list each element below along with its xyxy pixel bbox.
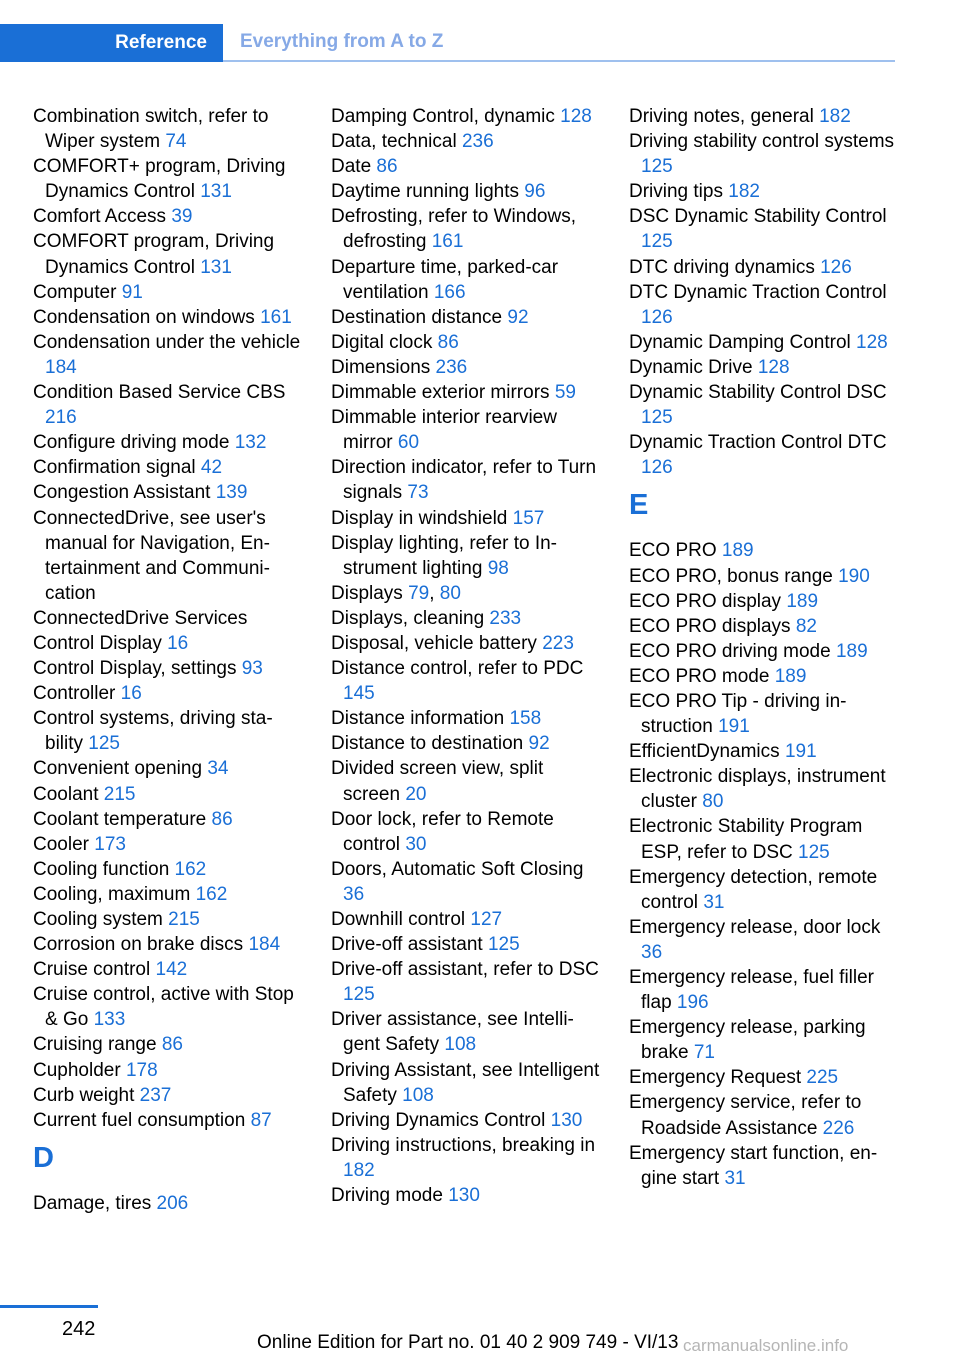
entry-term: Control Display, settings bbox=[33, 658, 242, 680]
entry-term: Cooling function bbox=[33, 858, 175, 880]
index-entry bbox=[33, 1191, 303, 1216]
entry-term: Dynamic Traction Control DTC bbox=[629, 432, 887, 454]
entry-term: ECO PRO Tip - driving instruction bbox=[629, 690, 847, 738]
page-link[interactable]: 225 bbox=[806, 1067, 839, 1089]
entry-term: Comfort Access bbox=[33, 206, 172, 228]
page-link[interactable]: 182 bbox=[819, 106, 851, 127]
entry-term: Drive-off assistant, refer to DSC bbox=[331, 959, 599, 981]
entry-term: Emergency start function, engine start bbox=[629, 1142, 878, 1189]
index-entry bbox=[33, 380, 303, 430]
index-entry bbox=[629, 538, 899, 563]
index-entry bbox=[33, 1032, 303, 1057]
index-entry bbox=[33, 907, 303, 932]
index-entry bbox=[331, 1133, 601, 1183]
page-link[interactable]: 36 bbox=[641, 941, 663, 963]
entry-term: Dynamic Drive bbox=[629, 356, 758, 378]
page-link[interactable]: 133 bbox=[93, 1009, 126, 1031]
page-link[interactable]: 125 bbox=[798, 841, 830, 863]
index-entry bbox=[629, 179, 899, 204]
index-entry bbox=[33, 982, 303, 1032]
index-entry bbox=[33, 606, 303, 631]
index-entry bbox=[33, 706, 303, 756]
page-link[interactable]: 30 bbox=[405, 833, 427, 855]
index-entry bbox=[629, 355, 899, 380]
entry-term: Congestion Assistant bbox=[33, 482, 216, 504]
index-entry bbox=[331, 179, 601, 204]
index-entry bbox=[629, 865, 899, 915]
page-link[interactable]: 223 bbox=[542, 632, 574, 654]
index-entry bbox=[331, 405, 601, 455]
page-link[interactable]: 31 bbox=[703, 891, 725, 913]
page-link[interactable]: 128 bbox=[757, 356, 790, 378]
index-entry bbox=[629, 1090, 899, 1140]
page-link[interactable]: 93 bbox=[241, 658, 263, 680]
page-link[interactable]: 86 bbox=[161, 1034, 183, 1056]
page-link[interactable]: 191 bbox=[784, 741, 817, 763]
page-link[interactable]: 92 bbox=[507, 306, 529, 328]
entry-term: Dynamic Damping Control bbox=[629, 331, 857, 353]
page-link[interactable]: 161 bbox=[260, 306, 292, 328]
page-link[interactable]: 98 bbox=[487, 557, 509, 579]
entry-term: Confirmation signal bbox=[33, 457, 201, 479]
page-link[interactable]: 132 bbox=[234, 432, 267, 454]
page-link[interactable]: 206 bbox=[156, 1192, 189, 1214]
page-link[interactable]: 87 bbox=[250, 1109, 272, 1131]
page-link[interactable]: 189 bbox=[835, 640, 868, 662]
entry-term: Driving notes, general bbox=[629, 106, 820, 127]
page-link[interactable]: 108 bbox=[444, 1034, 477, 1056]
page-link[interactable]: 233 bbox=[489, 607, 522, 629]
entry-term: ConnectedDrive Services bbox=[33, 607, 248, 629]
index-entry bbox=[331, 706, 601, 731]
index-column-1 bbox=[33, 104, 303, 1216]
index-entry bbox=[33, 882, 303, 907]
page-link[interactable]: 39 bbox=[171, 206, 193, 228]
index-entry bbox=[33, 1083, 303, 1108]
page-link[interactable]: 191 bbox=[718, 716, 750, 738]
entry-term: ConnectedDrive, see user's manual for Navigation, Entertainment and Communication bbox=[33, 507, 270, 604]
index-entry bbox=[629, 1065, 899, 1090]
entry-term: Damping Control, dynamic bbox=[331, 106, 561, 127]
page-link[interactable]: 189 bbox=[786, 590, 819, 612]
entry-term: Condition Based Service CBS bbox=[33, 382, 286, 404]
entry-term: ECO PRO bbox=[629, 540, 722, 562]
entry-term: Display in windshield bbox=[331, 507, 513, 529]
index-entry bbox=[629, 129, 899, 179]
entry-term: Configure driving mode bbox=[33, 432, 235, 454]
page-link[interactable]: 216 bbox=[45, 407, 77, 429]
page-link[interactable]: 96 bbox=[524, 181, 546, 203]
page-link[interactable]: 236 bbox=[435, 356, 468, 378]
index-entry bbox=[331, 957, 601, 1007]
index-column-3 bbox=[629, 104, 899, 1191]
index-entry bbox=[629, 965, 899, 1015]
page-link[interactable]: 31 bbox=[724, 1167, 746, 1189]
entry-term: Condensation on windows bbox=[33, 306, 261, 328]
index-entry bbox=[331, 1058, 601, 1108]
entry-term: Current fuel consumption bbox=[33, 1109, 251, 1131]
page-link[interactable]: 184 bbox=[45, 356, 77, 378]
index-entry bbox=[331, 506, 601, 531]
entry-term: Door lock, refer to Remote control bbox=[331, 808, 554, 855]
page-link[interactable]: 162 bbox=[174, 858, 207, 880]
index-entry bbox=[331, 756, 601, 806]
index-entry bbox=[33, 455, 303, 480]
page-link[interactable]: 142 bbox=[155, 959, 188, 981]
page-link[interactable]: 86 bbox=[211, 808, 233, 830]
page-link[interactable]: 59 bbox=[554, 382, 576, 404]
page-link[interactable]: 125 bbox=[641, 231, 673, 253]
index-entry bbox=[629, 1141, 899, 1191]
page-link[interactable]: 128 bbox=[560, 106, 592, 127]
entry-term: Downhill control bbox=[331, 909, 471, 930]
section-letter: D bbox=[33, 1141, 54, 1174]
index-entry bbox=[33, 932, 303, 957]
entry-term: Driving instructions, breaking in bbox=[331, 1134, 596, 1156]
index-entry bbox=[629, 739, 899, 764]
index-entry bbox=[629, 564, 899, 589]
index-entry bbox=[33, 280, 303, 305]
index-entry bbox=[331, 129, 601, 154]
index-entry bbox=[331, 1007, 601, 1057]
edition-footer: Online Edition for Part no. 01 40 2 909 749 - VI/13 bbox=[257, 1332, 679, 1353]
page-link[interactable]: 182 bbox=[728, 181, 760, 203]
index-entry bbox=[331, 255, 601, 305]
index-entry bbox=[331, 656, 601, 706]
page-link[interactable]: 173 bbox=[94, 833, 126, 855]
index-entry bbox=[33, 631, 303, 656]
index-entry bbox=[629, 814, 899, 864]
watermark: carmanualsonline.info bbox=[683, 1336, 849, 1355]
page-link[interactable]: 126 bbox=[641, 306, 673, 328]
entry-term: DTC Dynamic Traction Control bbox=[629, 281, 887, 303]
entry-term: Departure time, parked-car ventilation bbox=[331, 256, 559, 303]
index-entry bbox=[33, 330, 303, 380]
entry-term: Computer bbox=[33, 281, 122, 303]
entry-term: ECO PRO mode bbox=[629, 665, 775, 687]
entry-term: Control Display bbox=[33, 632, 168, 654]
page-link[interactable]: 236 bbox=[461, 131, 494, 153]
index-entry bbox=[33, 681, 303, 706]
entry-term: Cruise control bbox=[33, 959, 156, 981]
page-link[interactable]: 161 bbox=[431, 231, 464, 253]
index-entry bbox=[33, 1108, 303, 1133]
page-link[interactable]: 130 bbox=[550, 1109, 583, 1131]
page-link[interactable]: 189 bbox=[774, 665, 807, 687]
index-entry bbox=[33, 807, 303, 832]
index-entry bbox=[331, 380, 601, 405]
entry-term: Corrosion on brake discs bbox=[33, 934, 249, 956]
index-entry bbox=[629, 330, 899, 355]
entry-term: Driving Assistant, see Intelligent Safety bbox=[331, 1059, 600, 1106]
entry-term: Electronic Stability Program ESP, refer to DSC bbox=[629, 816, 863, 863]
page-link[interactable]: 108 bbox=[402, 1084, 434, 1106]
page-link[interactable]: 71 bbox=[693, 1042, 715, 1064]
index-entry bbox=[629, 915, 899, 965]
index-entry bbox=[629, 689, 899, 739]
index-entry bbox=[331, 807, 601, 857]
page-link[interactable]: 184 bbox=[248, 934, 281, 956]
page-link[interactable]: 178 bbox=[125, 1059, 158, 1081]
index-entry bbox=[33, 204, 303, 229]
page-link[interactable]: 182 bbox=[343, 1159, 375, 1181]
entry-term: Distance information bbox=[331, 708, 510, 730]
entry-term: Drive-off assistant bbox=[331, 934, 488, 956]
index-entry bbox=[629, 204, 899, 254]
entry-term: Cupholder bbox=[33, 1059, 126, 1081]
page-link[interactable]: 237 bbox=[139, 1084, 172, 1106]
index-entry bbox=[331, 857, 601, 907]
entry-term: Cooling, maximum bbox=[33, 883, 196, 905]
entry-term: ECO PRO display bbox=[629, 590, 787, 612]
entry-term: Distance control, refer to PDC bbox=[331, 658, 584, 680]
entry-term: Distance to destination bbox=[331, 733, 529, 755]
index-column-2 bbox=[331, 104, 601, 1208]
page-link[interactable]: 42 bbox=[200, 457, 223, 479]
entry-term: Defrosting, refer to Windows, defrosting bbox=[331, 206, 576, 253]
page-link[interactable]: 139 bbox=[215, 482, 248, 504]
page-link[interactable]: 80 bbox=[702, 791, 724, 813]
index-entry bbox=[33, 857, 303, 882]
entry-term: DTC driving dynamics bbox=[629, 256, 821, 278]
header-divider bbox=[223, 60, 895, 62]
entry-term: Emergency service, refer to Roadside Assistance bbox=[629, 1092, 862, 1139]
index-entry bbox=[629, 380, 899, 430]
index-entry bbox=[629, 430, 899, 480]
page-link[interactable]: 86 bbox=[437, 331, 459, 353]
entry-term: Combination switch, refer to Wiper system bbox=[33, 106, 269, 153]
index-entry bbox=[33, 506, 303, 606]
entry-term: ECO PRO, bonus range bbox=[629, 565, 839, 587]
page-link[interactable]: 80 bbox=[439, 582, 461, 604]
index-entry bbox=[629, 255, 899, 280]
entry-term: Electronic displays, instrument cluster bbox=[629, 766, 886, 813]
entry-term: Displays, cleaning bbox=[331, 607, 490, 629]
page-link[interactable]: 125 bbox=[641, 407, 673, 429]
page-link[interactable]: 60 bbox=[397, 432, 420, 454]
entry-term: Cooling system bbox=[33, 909, 169, 930]
entry-term: Driving stability control systems bbox=[629, 131, 895, 153]
entry-term: Daytime running lights bbox=[331, 181, 525, 203]
index-entry bbox=[331, 907, 601, 932]
entry-term: Destination distance bbox=[331, 306, 508, 328]
index-entry bbox=[33, 1058, 303, 1083]
page-link[interactable]: 74 bbox=[165, 131, 187, 153]
page-link[interactable]: 145 bbox=[343, 683, 375, 705]
entry-term: Direction indicator, refer to Turn signals bbox=[331, 457, 597, 504]
index-entry bbox=[33, 957, 303, 982]
page-link[interactable]: 157 bbox=[512, 507, 545, 529]
index-entry: Displays 79, 80 bbox=[331, 582, 461, 604]
index-entry bbox=[331, 606, 601, 631]
entry-term: Doors, Automatic Soft Closing bbox=[331, 858, 584, 880]
entry-term: Driver assistance, see Intelligent Safety bbox=[331, 1009, 574, 1056]
page-link[interactable]: 131 bbox=[200, 181, 232, 203]
entry-term: Emergency release, door lock bbox=[629, 916, 881, 938]
entry-term: Controller bbox=[33, 683, 121, 705]
entry-term: ECO PRO driving mode bbox=[629, 640, 836, 662]
page-link[interactable]: 226 bbox=[822, 1117, 855, 1139]
page-link[interactable]: 34 bbox=[207, 758, 229, 780]
entry-term: Condensation under the vehicle bbox=[33, 331, 301, 353]
index-entry bbox=[629, 280, 899, 330]
entry-term: Displays bbox=[331, 582, 409, 604]
entry-term: Coolant bbox=[33, 783, 104, 805]
index-entry bbox=[331, 1183, 601, 1208]
page-link[interactable]: 128 bbox=[856, 331, 888, 353]
page-link[interactable]: 189 bbox=[721, 540, 754, 562]
entry-term: Emergency release, fuel filler flap bbox=[629, 967, 874, 1014]
index-entry bbox=[629, 764, 899, 814]
page-link[interactable]: 158 bbox=[509, 708, 542, 730]
index-entry bbox=[629, 664, 899, 689]
index-entry bbox=[331, 455, 601, 505]
index-entry bbox=[33, 480, 303, 505]
index-entry bbox=[331, 330, 601, 355]
entry-term: ECO PRO displays bbox=[629, 615, 796, 637]
entry-term: Divided screen view, split screen bbox=[331, 758, 544, 805]
footer-accent-line bbox=[0, 1305, 98, 1308]
page-link[interactable]: 125 bbox=[487, 934, 520, 956]
index-entry bbox=[331, 731, 601, 756]
page-link[interactable]: 79 bbox=[408, 582, 430, 604]
entry-term: Driving mode bbox=[331, 1185, 449, 1207]
page-link[interactable]: 82 bbox=[795, 615, 817, 637]
header-bar bbox=[0, 24, 895, 62]
index-entry bbox=[33, 104, 303, 154]
entry-term: Curb weight bbox=[33, 1084, 140, 1106]
page-link[interactable]: 91 bbox=[121, 281, 143, 303]
index-entry bbox=[629, 1015, 899, 1065]
page-link[interactable]: 190 bbox=[838, 565, 870, 587]
index-entry bbox=[33, 305, 303, 330]
page-link[interactable]: 162 bbox=[195, 883, 228, 905]
entry-term: Disposal, vehicle battery bbox=[331, 632, 543, 654]
entry-term: Convenient opening bbox=[33, 758, 208, 780]
entry-term: COMFORT program, Driving Dynamics Control bbox=[33, 231, 275, 278]
entry-term: DSC Dynamic Stability Control bbox=[629, 206, 887, 228]
index-entry bbox=[629, 614, 899, 639]
page-link[interactable]: 86 bbox=[376, 156, 398, 178]
index-entry bbox=[629, 589, 899, 614]
index-entry bbox=[331, 204, 601, 254]
index-entry bbox=[629, 639, 899, 664]
page-link[interactable]: 126 bbox=[820, 256, 852, 278]
entry-term: Cruising range bbox=[33, 1034, 162, 1056]
index-entry bbox=[331, 154, 601, 179]
index-entry bbox=[331, 932, 601, 957]
page-link[interactable]: 127 bbox=[470, 909, 503, 930]
entry-term: EfficientDynamics bbox=[629, 741, 785, 763]
index-entry bbox=[331, 631, 601, 656]
page-link[interactable]: 215 bbox=[103, 783, 136, 805]
entry-term: Damage, tires bbox=[33, 1192, 157, 1214]
page-link[interactable]: 125 bbox=[343, 984, 375, 1006]
entry-term: Dimmable exterior mirrors bbox=[331, 382, 555, 404]
index-entry bbox=[629, 104, 899, 129]
page-link[interactable]: 130 bbox=[448, 1185, 480, 1207]
index-entry bbox=[33, 229, 303, 279]
entry-term: Dimmable interior rearview mirror bbox=[331, 407, 557, 454]
section-letter: E bbox=[629, 489, 649, 522]
page-link[interactable]: 16 bbox=[167, 632, 189, 654]
entry-term: COMFORT+ program, Driving Dynamics Control bbox=[33, 156, 286, 203]
entry-term: Coolant temperature bbox=[33, 808, 212, 830]
page-link[interactable]: 73 bbox=[407, 482, 429, 504]
index-entry bbox=[331, 1108, 601, 1133]
entry-term: Driving Dynamics Control bbox=[331, 1109, 551, 1131]
entry-term: Data, technical bbox=[331, 131, 462, 153]
page-link[interactable]: 20 bbox=[405, 783, 427, 805]
entry-term: Date bbox=[331, 156, 377, 178]
tab-everything-a-to-z[interactable]: Everything from A to Z bbox=[240, 31, 444, 52]
index-entry bbox=[331, 305, 601, 330]
index-entry bbox=[331, 104, 601, 129]
entry-term: Emergency Request bbox=[629, 1067, 807, 1089]
index-entry bbox=[331, 531, 601, 581]
page-link[interactable]: 92 bbox=[528, 733, 550, 755]
index-entry bbox=[331, 355, 601, 380]
index-entry bbox=[33, 756, 303, 781]
page-link[interactable]: 125 bbox=[641, 156, 673, 178]
entry-term: Driving tips bbox=[629, 181, 729, 203]
entry-term: Cruise control, active with Stop & Go bbox=[33, 984, 294, 1031]
entry-term: Dimensions bbox=[331, 356, 436, 378]
page-link[interactable]: 125 bbox=[88, 733, 120, 755]
index-entry bbox=[33, 782, 303, 807]
index-entry bbox=[33, 430, 303, 455]
page-link[interactable]: 126 bbox=[641, 457, 673, 479]
entry-term: Cooler bbox=[33, 833, 95, 855]
entry-term: Emergency detection, remote control bbox=[629, 866, 878, 913]
entry-term: Dynamic Stability Control DSC bbox=[629, 382, 887, 404]
index-entry bbox=[33, 832, 303, 857]
entry-term: Control systems, driving stability bbox=[33, 708, 273, 755]
page-link[interactable]: 16 bbox=[120, 683, 142, 705]
index-entry bbox=[33, 656, 303, 681]
page-link[interactable]: 215 bbox=[168, 909, 200, 930]
entry-term: Display lighting, refer to Instrument lighting bbox=[331, 532, 557, 579]
page-number: 242 bbox=[62, 1318, 96, 1340]
page-link[interactable]: 36 bbox=[343, 883, 365, 905]
page-link[interactable]: 131 bbox=[200, 256, 232, 278]
tab-reference[interactable]: Reference bbox=[0, 24, 223, 62]
page-link[interactable]: 166 bbox=[433, 281, 466, 303]
entry-term: Emergency release, parking brake bbox=[629, 1017, 866, 1064]
index-entry bbox=[33, 154, 303, 204]
entry-term: Digital clock bbox=[331, 331, 438, 353]
page-link[interactable]: 196 bbox=[676, 992, 709, 1014]
